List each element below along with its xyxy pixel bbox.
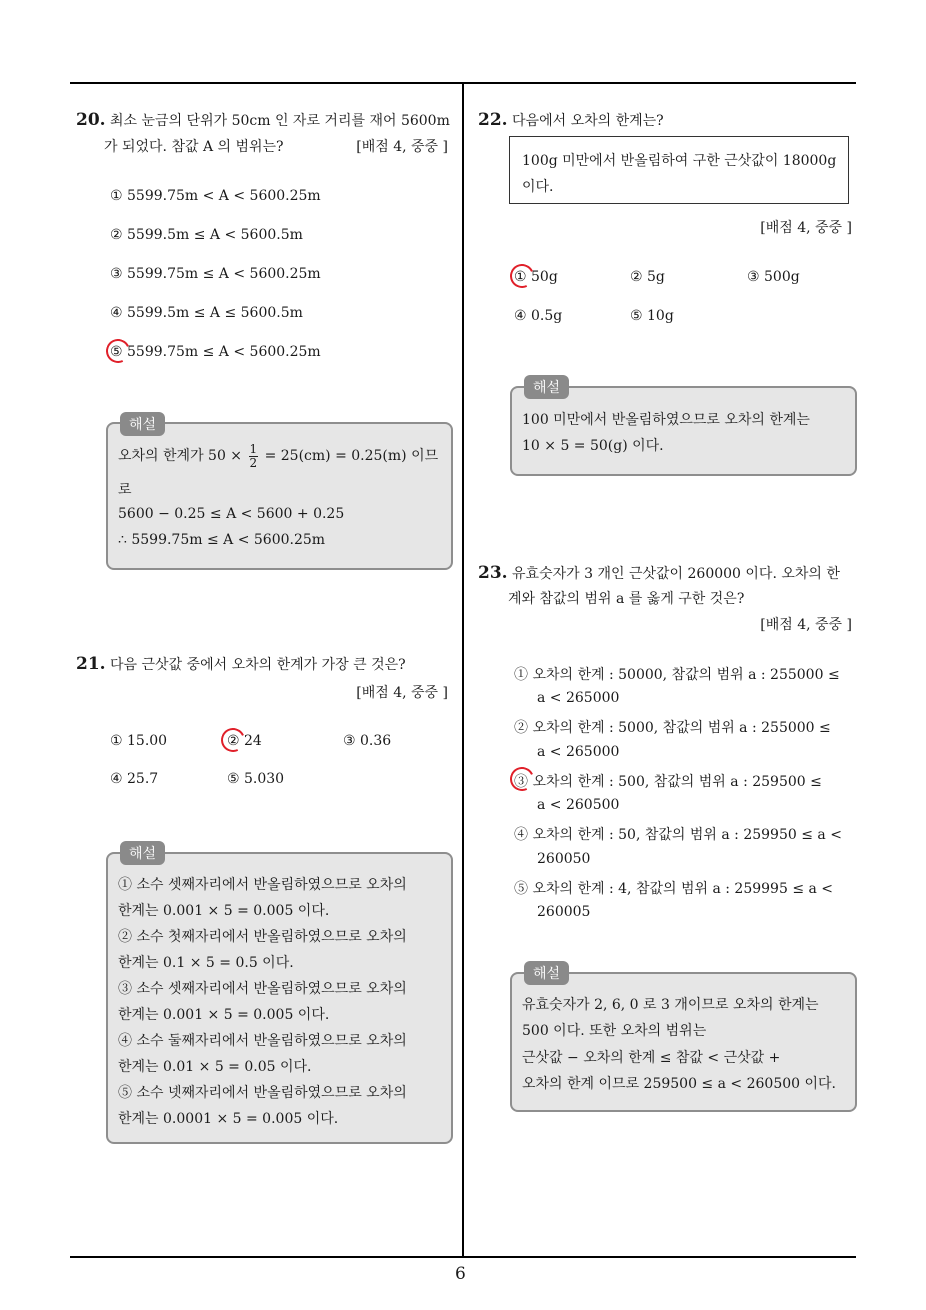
solution-box: [510, 386, 857, 476]
score-meta: [배점 4, 중중 ]: [356, 139, 448, 155]
solution-text-a: 오차의 한계가 50 ×: [118, 448, 243, 464]
choice-5[interactable]: ⑤ 10g: [630, 308, 674, 324]
condition-box: [509, 136, 849, 204]
score-meta: [배점 4, 중중 ]: [760, 617, 852, 633]
choice-5-cont: 260005: [537, 904, 591, 920]
choice-5[interactable]: ⑤ 5599.75m ≤ A < 5600.25m: [110, 344, 321, 360]
choice-3[interactable]: ③ 0.36: [343, 733, 392, 749]
solution-line-3: 5600 − 0.25 ≤ A < 5600 + 0.25: [118, 506, 345, 522]
choice-4[interactable]: ④ 5599.5m ≤ A ≤ 5600.5m: [110, 305, 303, 321]
solution-line-2: 로: [118, 482, 132, 498]
solution-line: ④ 소수 둘째자리에서 반올림하였으므로 오차의: [118, 1033, 407, 1049]
choice-4-cont: 260050: [537, 851, 591, 867]
condition-line-2: 이다.: [522, 179, 554, 195]
question-text-line1: 다음에서 오차의 한계는?: [512, 113, 664, 129]
choice-1[interactable]: ① 50g: [514, 269, 558, 285]
choice-2[interactable]: ② 24: [227, 733, 262, 749]
choice-2-cont: a < 265000: [537, 744, 620, 760]
solution-line: 100 미만에서 반올림하였으므로 오차의 한계는: [522, 412, 810, 428]
solution-line: 500 이다. 또한 오차의 범위는: [522, 1023, 707, 1039]
choice-2[interactable]: ② 오차의 한계 : 5000, 참값의 범위 a : 255000 ≤: [514, 720, 831, 736]
choice-2[interactable]: ② 5599.5m ≤ A < 5600.5m: [110, 227, 303, 243]
solution-line: 근삿값 − 오차의 한계 ≤ 참값 < 근삿값 +: [522, 1050, 781, 1066]
choice-5[interactable]: ⑤ 5.030: [227, 771, 285, 787]
solution-tag: 해설: [120, 841, 165, 865]
solution-line: 10 × 5 = 50(g) 이다.: [522, 438, 664, 454]
solution-line: 한계는 0.001 × 5 = 0.005 이다.: [118, 903, 330, 919]
solution-line-4: ∴ 5599.75m ≤ A < 5600.25m: [118, 532, 326, 548]
solution-line: ② 소수 첫째자리에서 반올림하였으므로 오차의: [118, 929, 407, 945]
choice-1[interactable]: ① 오차의 한계 : 50000, 참값의 범위 a : 255000 ≤: [514, 667, 840, 683]
choice-4[interactable]: ④ 오차의 한계 : 50, 참값의 범위 a : 259950 ≤ a <: [514, 827, 842, 843]
question-text-line1: 최소 눈금의 단위가 50cm 인 자로 거리를 재어 5600m: [110, 113, 450, 129]
page-number: 6: [455, 1264, 466, 1284]
bottom-rule: [70, 1256, 856, 1258]
answer-circle-mark: [507, 261, 538, 292]
solution-line: 유효숫자가 2, 6, 0 로 3 개이므로 오차의 한계는: [522, 997, 819, 1013]
answer-circle-mark: [218, 725, 249, 756]
question-number: 23.: [478, 563, 508, 583]
solution-line: 한계는 0.1 × 5 = 0.5 이다.: [118, 955, 294, 971]
score-meta: [배점 4, 중중 ]: [760, 220, 852, 236]
question-number: 22.: [478, 110, 508, 130]
question-text-line2: 계와 참값의 범위 a 를 옳게 구한 것은?: [508, 591, 745, 607]
solution-tag: 해설: [524, 961, 569, 985]
solution-line: ① 소수 셋째자리에서 반올림하였으므로 오차의: [118, 877, 407, 893]
column-divider: [462, 84, 464, 1258]
question-text-line1: 다음 근삿값 중에서 오차의 한계가 가장 큰 것은?: [110, 657, 406, 673]
question-number: 20.: [76, 110, 106, 130]
choice-2[interactable]: ② 5g: [630, 269, 665, 285]
fraction: $\frac{1}{2}$: [249, 442, 258, 470]
question-number: 21.: [76, 654, 106, 674]
solution-line: 한계는 0.001 × 5 = 0.005 이다.: [118, 1007, 330, 1023]
choice-4[interactable]: ④ 25.7: [110, 771, 159, 787]
choice-3-cont: a < 260500: [537, 797, 620, 813]
solution-tag: 해설: [524, 375, 569, 399]
score-meta: [배점 4, 중중 ]: [356, 685, 448, 701]
choice-4[interactable]: ④ 0.5g: [514, 308, 563, 324]
choice-5[interactable]: ⑤ 오차의 한계 : 4, 참값의 범위 a : 259995 ≤ a <: [514, 881, 834, 897]
choice-1[interactable]: ① 15.00: [110, 733, 168, 749]
choice-3[interactable]: ③ 5599.75m ≤ A < 5600.25m: [110, 266, 321, 282]
solution-line: 한계는 0.0001 × 5 = 0.005 이다.: [118, 1111, 339, 1127]
solution-tag: 해설: [120, 412, 165, 436]
choice-3[interactable]: ③ 오차의 한계 : 500, 참값의 범위 a : 259500 ≤: [514, 774, 822, 790]
solution-line: 오차의 한계 이므로 259500 ≤ a < 260500 이다.: [522, 1076, 836, 1092]
solution-text-b: = 25(cm) = 0.25(m) 이므: [264, 448, 439, 464]
solution-line: ③ 소수 셋째자리에서 반올림하였으므로 오차의: [118, 981, 407, 997]
choice-1-cont: a < 265000: [537, 690, 620, 706]
solution-line: ⑤ 소수 넷째자리에서 반올림하였으므로 오차의: [118, 1085, 407, 1101]
choice-1[interactable]: ① 5599.75m < A < 5600.25m: [110, 188, 321, 204]
question-text-line1: 유효숫자가 3 개인 근삿값이 260000 이다. 오차의 한: [512, 566, 840, 582]
question-text-line2: 가 되었다. 참값 A 의 범위는?: [104, 139, 284, 155]
solution-line: 한계는 0.01 × 5 = 0.05 이다.: [118, 1059, 312, 1075]
condition-line-1: 100g 미만에서 반올림하여 구한 근삿값이 18000g: [522, 153, 837, 169]
choice-3[interactable]: ③ 500g: [747, 269, 800, 285]
answer-circle-mark: [103, 336, 134, 367]
